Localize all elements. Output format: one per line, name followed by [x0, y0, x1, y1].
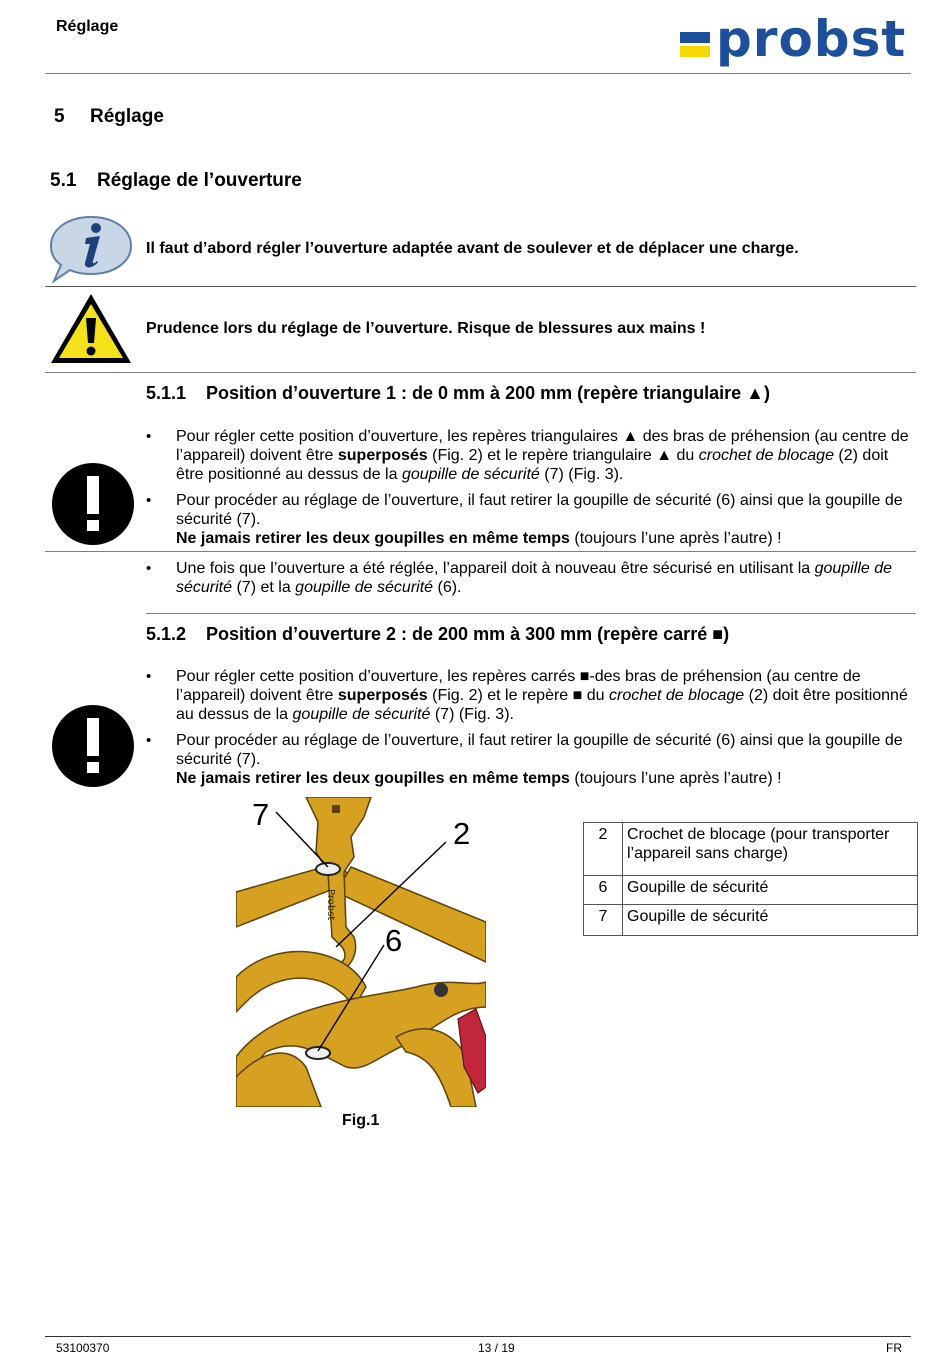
legend-number: 7: [584, 905, 623, 936]
heading-title: Réglage: [90, 106, 164, 127]
list-item: • Pour régler cette position d’ouverture, les repères carrés ■-des bras de préhension (au centre de l’appareil) doivent être superposés (Fig. 2) et le repère ■ du crochet de blocage (2) doit être positionné au dessus de la goupille de sécurité (7) (Fig. 3).: [146, 667, 912, 724]
stamp-probst: Probst: [325, 889, 336, 921]
callout-6: 6: [385, 923, 403, 958]
legend-text: Crochet de blocage (pour transporter l’appareil sans charge): [623, 823, 918, 876]
divider: [45, 551, 916, 552]
instruction-list-511: [146, 427, 912, 548]
heading-title: Position d’ouverture 2 : de 200 mm à 300 mm (repère carré ■): [206, 624, 730, 644]
legend-number: 2: [584, 823, 623, 876]
heading-title: Réglage de l’ouverture: [97, 170, 302, 191]
heading-number: 5.1.2: [146, 624, 187, 644]
legend-text: Goupille de sécurité: [623, 905, 918, 936]
list-item: • Pour procéder au réglage de l’ouverture, il faut retirer la goupille de sécurité (6) ainsi que la goupille de sécurité (7). Ne jamais retirer les deux goupilles en même temps (toujours l’une après l’autre) !: [146, 491, 912, 548]
legend-table: [583, 822, 918, 936]
info-rule: [45, 286, 916, 287]
divider: [146, 613, 916, 614]
subsection-heading-512: [146, 624, 729, 645]
heading-number: 5: [54, 106, 65, 127]
heading-section: [50, 170, 302, 192]
heading-number: 5.1.1: [146, 383, 187, 403]
gripper-illustration: [236, 797, 486, 1107]
footer-language: FR: [886, 1341, 902, 1355]
mandatory-icon: [51, 462, 135, 546]
warning-triangle-icon: [48, 291, 134, 367]
legend-text: Goupille de sécurité: [623, 876, 918, 905]
instruction-list-511b: [146, 559, 912, 597]
subsection-heading-511: [146, 383, 770, 404]
list-item: • Pour procéder au réglage de l’ouverture, il faut retirer la goupille de sécurité (6) ainsi que la goupille de sécurité (7). Ne jamais retirer les deux goupilles en même temps (toujours l’une après l’autre) !: [146, 731, 912, 788]
heading-number: 5.1: [50, 170, 77, 191]
heading-title: Position d’ouverture 1 : de 0 mm à 200 mm (repère triangulaire ▲): [206, 383, 770, 403]
probst-logo: [680, 10, 907, 72]
header-section-title: Réglage: [56, 18, 119, 35]
table-row: [584, 823, 918, 876]
table-row: [584, 905, 918, 936]
instruction-list-512: [146, 667, 912, 788]
table-row: [584, 876, 918, 905]
legend-number: 6: [584, 876, 623, 905]
warning-text: Prudence lors du réglage de l’ouverture. Risque de blessures aux mains !: [146, 320, 706, 337]
header-rule: [45, 73, 911, 74]
heading-chapter: [54, 106, 164, 128]
footer-page-number: 13 / 19: [478, 1341, 515, 1355]
list-item: • Pour régler cette position d’ouverture, les repères triangulaires ▲ des bras de préhension (au centre de l’appareil) doivent être superposés (Fig. 2) et le repère triangulaire ▲ du crochet de blocage (2) doit être positionné au dessus de la goupille de sécurité (7) (Fig. 3).: [146, 427, 912, 484]
list-item: • Une fois que l’ouverture a été réglée, l’appareil doit à nouveau être sécurisé en utilisant la goupille de sécurité (7) et la goupille de sécurité (6).: [146, 559, 912, 597]
warning-rule: [45, 372, 916, 373]
mandatory-icon: [51, 704, 135, 788]
callout-2: 2: [453, 816, 471, 851]
figure-caption: Fig.1: [342, 1112, 380, 1129]
info-icon: [48, 214, 134, 284]
brand-name: probst: [716, 10, 907, 68]
callout-7: 7: [252, 797, 270, 832]
footer-rule: [45, 1336, 911, 1337]
footer-doc-number: 53100370: [56, 1341, 110, 1355]
info-text: Il faut d’abord régler l’ouverture adaptée avant de soulever et de déplacer une charge.: [146, 240, 799, 257]
figure-1: [236, 797, 486, 1107]
